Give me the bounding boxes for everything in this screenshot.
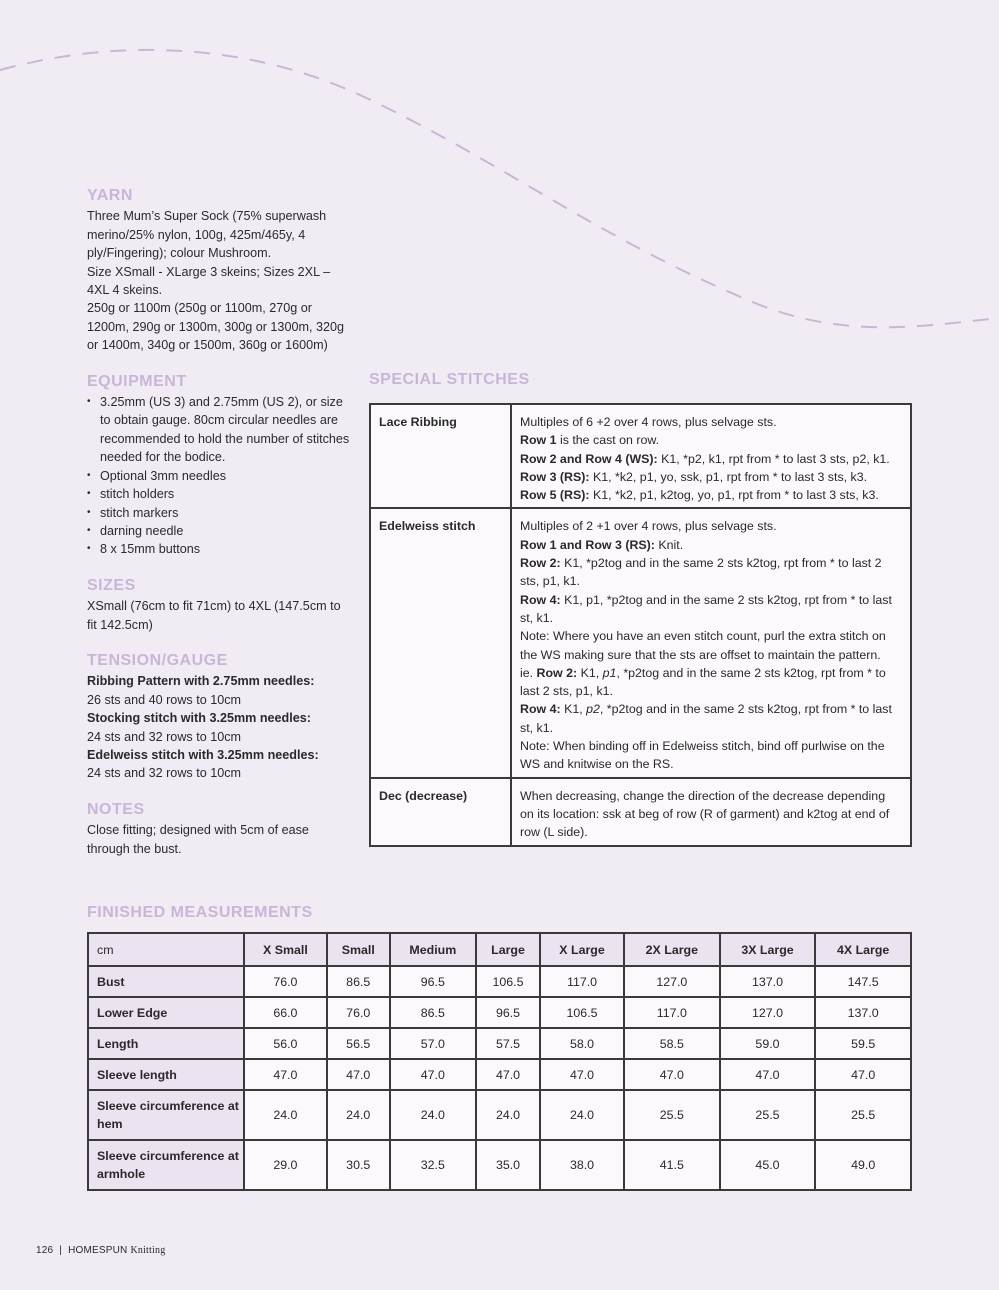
tension-section	[87, 652, 352, 783]
table-cell: 47.0	[327, 1059, 390, 1090]
row-label: Lower Edge	[88, 997, 244, 1028]
table-row	[370, 778, 911, 846]
stitch-line: When decreasing, change the direction of the decrease depending on its location: ssk at beg of row (R of garment) and k2tog at end of row (L side).	[520, 788, 890, 840]
stitch-line: Row 5 (RS): K1, *k2, p1, k2tog, yo, p1, rpt from * to last 3 sts, k3.	[520, 488, 879, 503]
stitch-line: Multiples of 2 +1 over 4 rows, plus selvage sts.	[520, 519, 777, 534]
table-cell: 25.5	[720, 1090, 816, 1140]
table-cell: 106.5	[476, 966, 540, 997]
column-header: Large	[476, 933, 540, 966]
table-cell: 58.0	[540, 1028, 624, 1059]
left-column	[87, 187, 352, 876]
stitch-line: Note: When binding off in Edelweiss stitch, bind off purlwise on the WS and knitwise on the RS.	[520, 739, 885, 772]
row-label: Bust	[88, 966, 244, 997]
table-row	[88, 1028, 911, 1059]
table-row	[88, 997, 911, 1028]
list-item: • 8 x 15mm buttons	[100, 540, 352, 558]
table-cell: 127.0	[624, 966, 720, 997]
table-row	[370, 508, 911, 777]
sizes-section	[87, 577, 352, 634]
tension-label: Stocking stitch with 3.25mm needles:	[87, 711, 311, 726]
table-cell: 38.0	[540, 1140, 624, 1190]
equipment-heading: EQUIPMENT	[87, 372, 187, 390]
table-cell: 76.0	[327, 997, 390, 1028]
finished-measurements-section	[87, 904, 912, 1191]
sizes-text: XSmall (76cm to fit 71cm) to 4XL (147.5cm to fit 142.5cm)	[87, 599, 341, 632]
table-cell: 58.5	[624, 1028, 720, 1059]
table-row	[88, 1140, 911, 1190]
table-cell: 137.0	[720, 966, 816, 997]
table-cell: 137.0	[815, 997, 911, 1028]
equipment-section	[87, 373, 352, 559]
table-cell: 49.0	[815, 1140, 911, 1190]
stitch-line: Row 3 (RS): K1, *k2, p1, yo, ssk, p1, rpt from * to last 3 sts, k3.	[520, 469, 868, 484]
table-cell: 30.5	[327, 1140, 390, 1190]
table-cell: 32.5	[390, 1140, 476, 1190]
table-cell: 147.5	[815, 966, 911, 997]
stitch-line: Row 2 and Row 4 (WS): K1, *p2, k1, rpt from * to last 3 sts, p2, k1.	[520, 451, 890, 466]
sizes-heading: SIZES	[87, 576, 136, 594]
row-label: Sleeve length	[88, 1059, 244, 1090]
table-cell: 96.5	[476, 997, 540, 1028]
stitch-description	[511, 778, 911, 846]
table-cell: 47.0	[540, 1059, 624, 1090]
table-row	[88, 966, 911, 997]
yarn-line: Size XSmall - XLarge 3 skeins; Sizes 2XL – 4XL 4 skeins.	[87, 264, 331, 298]
table-cell: 117.0	[624, 997, 720, 1028]
tension-value: 26 sts and 40 rows to 10cm	[87, 692, 242, 707]
brand-name: HOMESPUN	[68, 1245, 128, 1256]
special-stitches-section	[369, 371, 912, 847]
tension-value: 24 sts and 32 rows to 10cm	[87, 729, 242, 744]
table-row	[370, 404, 911, 508]
table-cell: 47.0	[815, 1059, 911, 1090]
table-row	[88, 1059, 911, 1090]
table-cell: 56.5	[327, 1028, 390, 1059]
stitch-line: ie. Row 2: K1, p1, *p2tog and in the same 2 sts k2tog, rpt from * to last 2 sts, p1, k1.	[520, 665, 886, 699]
stitch-line: Row 1 and Row 3 (RS): Knit.	[520, 537, 684, 552]
stitch-name: Dec (decrease)	[370, 778, 511, 846]
yarn-section	[87, 187, 352, 355]
table-cell: 117.0	[540, 966, 624, 997]
stitch-description	[511, 508, 911, 777]
tension-value: 24 sts and 32 rows to 10cm	[87, 766, 242, 781]
yarn-line: Three Mum’s Super Sock (75% superwash merino/25% nylon, 100g, 425m/465y, 4 ply/Fingering); colour Mushroom.	[87, 209, 327, 261]
table-cell: 47.0	[476, 1059, 540, 1090]
table-cell: 76.0	[244, 966, 327, 997]
table-cell: 66.0	[244, 997, 327, 1028]
page-footer	[36, 1245, 165, 1256]
row-label: Sleeve circumference at hem	[88, 1090, 244, 1140]
column-header: Medium	[390, 933, 476, 966]
table-cell: 56.0	[244, 1028, 327, 1059]
table-cell: 127.0	[720, 997, 816, 1028]
table-cell: 47.0	[244, 1059, 327, 1090]
stitch-description	[511, 404, 911, 508]
list-item: • darning needle	[100, 522, 352, 540]
tension-heading: TENSION/GAUGE	[87, 651, 228, 669]
stitch-line: Row 2: K1, *p2tog and in the same 2 sts k2tog, rpt from * to last 2 sts, p1, k1.	[520, 556, 882, 589]
stitch-line: Row 4: K1, p1, *p2tog and in the same 2 sts k2tog, rpt from * to last st, k1.	[520, 592, 892, 625]
table-cell: 35.0	[476, 1140, 540, 1190]
tension-label: Ribbing Pattern with 2.75mm needles:	[87, 674, 315, 689]
stitch-line: Row 1 is the cast on row.	[520, 433, 660, 448]
tension-label: Edelweiss stitch with 3.25mm needles:	[87, 747, 319, 762]
column-header: X Large	[540, 933, 624, 966]
row-label: Length	[88, 1028, 244, 1059]
table-cell: 47.0	[390, 1059, 476, 1090]
table-cell: 57.5	[476, 1028, 540, 1059]
notes-section	[87, 801, 352, 858]
column-header: cm	[88, 933, 244, 966]
list-item: • Optional 3mm needles	[100, 467, 352, 485]
table-cell: 47.0	[720, 1059, 816, 1090]
table-cell: 24.0	[476, 1090, 540, 1140]
table-cell: 86.5	[327, 966, 390, 997]
yarn-heading: YARN	[87, 187, 133, 204]
finished-measurements-heading: FINISHED MEASUREMENTS	[87, 904, 313, 921]
brand-section: Knitting	[130, 1245, 166, 1256]
table-cell: 57.0	[390, 1028, 476, 1059]
stitch-name: Edelweiss stitch	[370, 508, 511, 777]
column-header: Small	[327, 933, 390, 966]
special-stitches-table	[369, 403, 912, 847]
list-item: • stitch holders	[100, 485, 352, 503]
table-cell: 86.5	[390, 997, 476, 1028]
table-cell: 24.0	[390, 1090, 476, 1140]
row-label: Sleeve circumference at armhole	[88, 1140, 244, 1190]
special-stitches-heading: SPECIAL STITCHES	[369, 371, 530, 388]
table-cell: 24.0	[244, 1090, 327, 1140]
measurements-table	[87, 932, 912, 1191]
list-item: • stitch markers	[100, 504, 352, 522]
table-cell: 24.0	[327, 1090, 390, 1140]
column-header: 4X Large	[815, 933, 911, 966]
table-cell: 45.0	[720, 1140, 816, 1190]
table-cell: 24.0	[540, 1090, 624, 1140]
column-header: 2X Large	[624, 933, 720, 966]
notes-text: Close fitting; designed with 5cm of ease through the bust.	[87, 823, 309, 856]
table-cell: 106.5	[540, 997, 624, 1028]
column-header: 3X Large	[720, 933, 816, 966]
table-cell: 47.0	[624, 1059, 720, 1090]
table-cell: 59.5	[815, 1028, 911, 1059]
stitch-line: Row 4: K1, p2, *p2tog and in the same 2 sts k2tog, rpt from * to last st, k1.	[520, 702, 892, 735]
stitch-line: Note: Where you have an even stitch count, purl the extra stitch on the WS making sure that the sts are offset to maintain the pattern.	[520, 629, 886, 662]
column-header: X Small	[244, 933, 327, 966]
page-number: 126	[36, 1245, 54, 1256]
stitch-name: Lace Ribbing	[370, 404, 511, 508]
notes-heading: NOTES	[87, 800, 145, 818]
table-row	[88, 1090, 911, 1140]
table-cell: 29.0	[244, 1140, 327, 1190]
table-cell: 59.0	[720, 1028, 816, 1059]
equipment-list	[87, 393, 352, 559]
footer-separator: |	[59, 1245, 63, 1256]
table-cell: 25.5	[624, 1090, 720, 1140]
table-cell: 25.5	[815, 1090, 911, 1140]
table-cell: 41.5	[624, 1140, 720, 1190]
list-item: • 3.25mm (US 3) and 2.75mm (US 2), or size to obtain gauge. 80cm circular needles are recommended to hold the number of stitches needed for the bodice.	[100, 393, 352, 467]
table-cell: 96.5	[390, 966, 476, 997]
stitch-line: Multiples of 6 +2 over 4 rows, plus selvage sts.	[520, 415, 777, 429]
table-header-row	[88, 933, 911, 966]
yarn-line: 250g or 1100m (250g or 1100m, 270g or 1200m, 290g or 1300m, 300g or 1300m, 320g or 1400m, 340g or 1500m, 360g or 1600m)	[87, 301, 344, 353]
